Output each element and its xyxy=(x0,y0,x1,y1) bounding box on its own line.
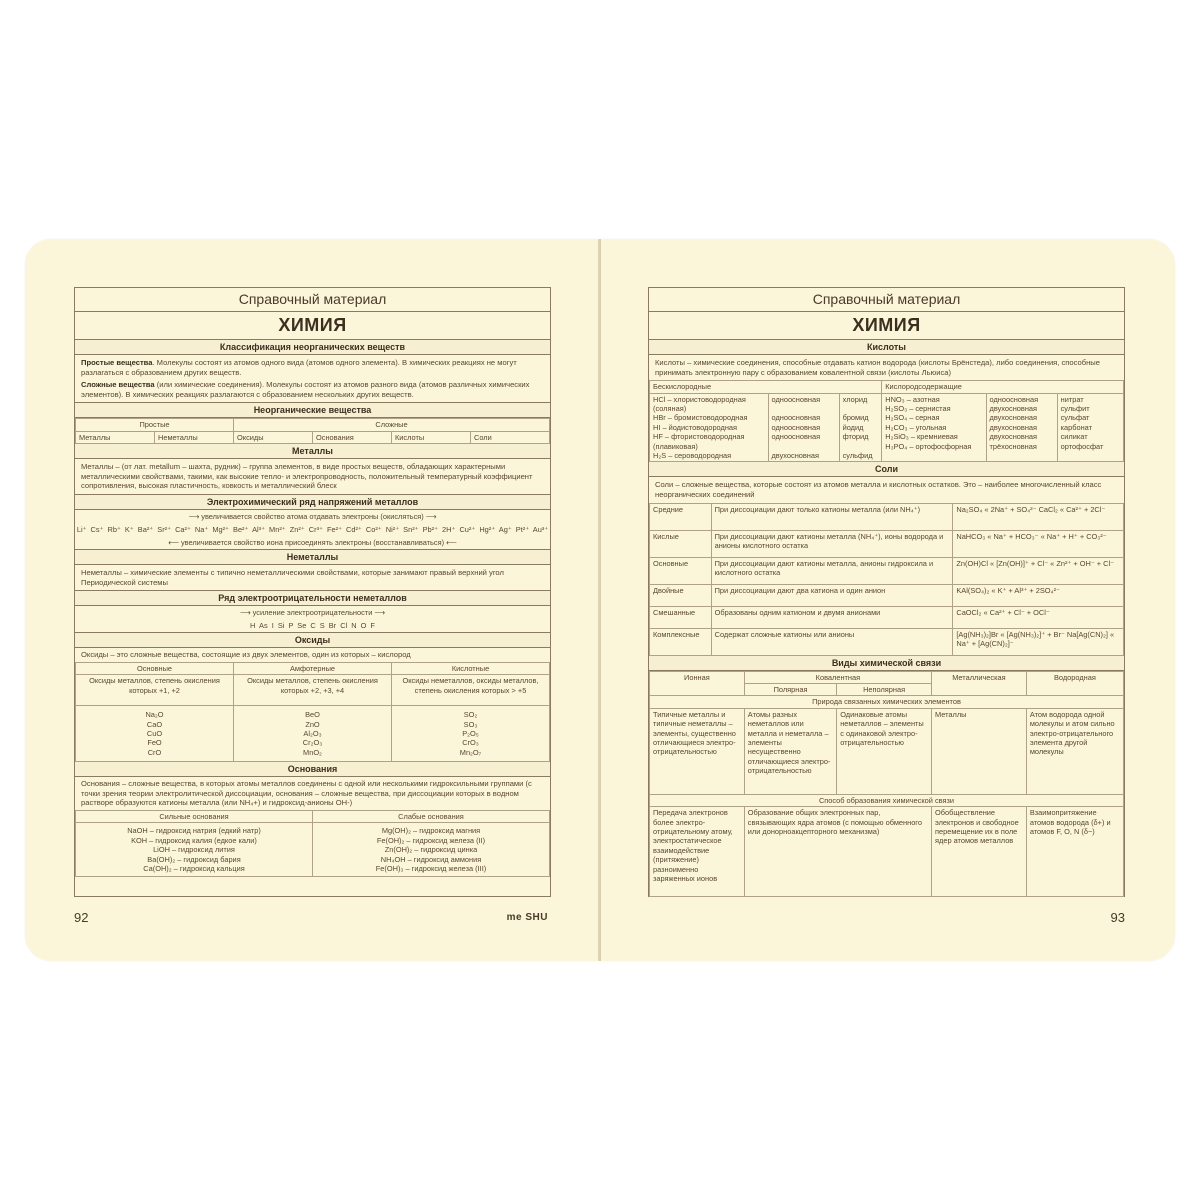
bond-covalent: Ковалентная xyxy=(744,671,931,683)
oxide-examples: SO₂ SO₃ P₂O₅ CrO₃ Mn₂O₇ xyxy=(392,706,550,762)
bases-table xyxy=(75,810,550,877)
oxide-desc: Оксиды металлов, степень окисления которых +2, +3, +4 xyxy=(234,675,392,706)
method-cell: Образование общих электронных пар, связывающих ядра атомов (с помощью обменного или донорноакцепторного механизма) xyxy=(744,807,931,897)
inorganic-title: Неорганические вещества xyxy=(75,402,550,418)
bond-nonpolar: Неполярная xyxy=(837,684,932,696)
salt-desc: Содержат сложные катионы или анионы xyxy=(711,628,953,655)
salt-example: KAl(SO₄)₂ « K⁺ + Al³⁺ + 2SO₄²⁻ xyxy=(953,584,1124,606)
electroneg-title: Ряд электроотрицательности неметаллов xyxy=(75,590,550,606)
class-cell: Металлы xyxy=(76,431,155,443)
complex-header: Сложные xyxy=(234,419,550,431)
class-cell: Соли xyxy=(471,431,550,443)
acid-salts: нитрат сульфит сульфат карбонат силикат ортофосфат xyxy=(1057,393,1123,462)
right-reference-sheet xyxy=(648,287,1125,897)
salts-text: Соли – сложные вещества, которые состоят из атомов металла и кислотных остатков. Это – наиболее многочисленный класс неорганических соединений xyxy=(655,480,1102,500)
nonmetals-text: Неметаллы – химические элементы с типично неметаллическими свойствами, которые занимают правый верхний угол Периодической системы xyxy=(81,567,504,587)
class-cell: Кислоты xyxy=(392,431,471,443)
metal-series-row: Li⁺ Cs⁺ Rb⁺ K⁺ Ba²⁺ Sr²⁺ Ca²⁺ Na⁺ Mg²⁺ Be²⁺ Al³⁺ Mn²⁺ Zn²⁺ Cr³⁺ Fe²⁺ Cd²⁺ Co²⁺ Ni²⁺ Sn²⁺ Pb²⁺ 2H⁺ Cu²⁺ Hg²⁺ Ag⁺ Pt²⁺ Au³⁺ xyxy=(76,524,549,534)
oxides-title: Оксиды xyxy=(75,632,550,648)
metals-text: Металлы – (от лат. metallum – шахта, рудник) – группа элементов, в виде простых веществ, обладающих характерными металлическими свойствами, такими, как высокие тепло- и электропроводность, положительный температурный коэффициент сопротивления, высокая пластичность, ковкость и металлический блеск xyxy=(81,462,533,491)
left-page xyxy=(25,239,598,961)
simple-header: Простые xyxy=(76,419,234,431)
bases-text: Основания – сложные вещества, в которых атомы металлов соединены с одной или несколькими гидроксильными группами (с точки зрения теории электролитической диссоциации, основания – сложные вещества, при диссоциации которых в водном растворе образуются катионы металла (или NH₄+) и гидроксид-анионы OH-) xyxy=(81,779,532,808)
inorganic-table xyxy=(75,418,550,444)
series-arrow-bottom: ⟵ увеличивается свойство иона присоединять электроны (восстанавливаться) ⟵ xyxy=(168,537,457,547)
acid-names: HCl – хлористоводородная (соляная) HBr – бромистоводородная HI – йодистоводородная HF – фтористоводородная (плавиковая) H₂S – сероводородная xyxy=(650,393,769,462)
nature-title: Природа связанных химических элементов xyxy=(650,696,1124,708)
acid-basicity: одноосновная двухосновная двухосновная двухосновная двухосновная трёхосновная xyxy=(986,393,1057,462)
oxygen-free-header: Бескислородные xyxy=(650,381,882,393)
class-cell: Неметаллы xyxy=(155,431,234,443)
nature-cell: Металлы xyxy=(932,708,1027,794)
salt-type: Комплексные xyxy=(650,628,712,655)
oxide-type: Амфотерные xyxy=(234,662,392,674)
oxide-desc: Оксиды неметаллов, оксиды металлов, степень окисления которых > +5 xyxy=(392,675,550,706)
left-header: Справочный материал xyxy=(75,288,550,312)
nature-cell: Атом водорода одной молекулы и атом сильно электро-отрицательного элемента другой молекулы xyxy=(1026,708,1123,794)
salts-table xyxy=(649,503,1124,656)
bond-polar: Полярная xyxy=(744,684,836,696)
bonds-table xyxy=(649,671,1124,898)
simple-substances-text: Простые вещества. Молекулы состоят из атомов одного вида (атомов одного элемента). В химических реакциях не могут разлагаться с образованием других веществ. xyxy=(81,358,517,377)
acid-basicity: одноосновная одноосновная одноосновная одноосновная двухосновная xyxy=(768,393,839,462)
salt-desc: Образованы одним катионом и двумя анионами xyxy=(711,606,953,628)
oxygen-header: Кислородсодержащие xyxy=(882,381,1124,393)
weak-bases-list: Mg(OH)₂ – гидроксид магния Fe(OH)₂ – гидроксид железа (II) Zn(OH)₂ – гидроксид цинка NH₄OH – гидроксид аммония Fe(OH)₃ – гидроксид железа (III) xyxy=(313,823,550,877)
strong-bases-list: NaOH – гидроксид натрия (едкий натр) KOH – гидроксид калия (едкое кали) LiOH – гидроксид лития Ba(OH)₂ – гидроксид бария Ca(OH)₂ – гидроксид кальция xyxy=(76,823,313,877)
salt-type: Смешанные xyxy=(650,606,712,628)
bonds-title: Виды химической связи xyxy=(649,656,1124,671)
method-cell: Передача электронов более электро-отрицательному атому, электростатическое взаимодействие (притяжение) разноименно заряженных ионов xyxy=(650,807,745,897)
right-header: Справочный материал xyxy=(649,288,1124,312)
bond-ionic: Ионная xyxy=(650,671,745,696)
classification-title: Классификация неорганических веществ xyxy=(75,340,550,355)
oxides-table xyxy=(75,662,550,762)
salt-example: CaOCl₂ « Ca²⁺ + Cl⁻ + OCl⁻ xyxy=(953,606,1124,628)
salt-example: Na₂SO₄ « 2Na⁺ + SO₄²⁻ CaCl₂ « Ca²⁺ + 2Cl⁻ xyxy=(953,503,1124,530)
nature-cell: Атомы разных неметаллов или металла и неметалла – элементы несущественно отличающиеся электро-отрицательностью xyxy=(744,708,836,794)
electroneg-arrow: ⟶ усиление электроотрицательности ⟶ xyxy=(240,608,385,618)
oxides-text: Оксиды – это сложные вещества, состоящие из двух элементов, один из которых – кислород xyxy=(81,650,411,660)
oxide-examples: BeO ZnO Al₂O₃ Cr₂O₃ MnO₂ xyxy=(234,706,392,762)
oxide-type: Кислотные xyxy=(392,662,550,674)
acids-table xyxy=(649,380,1124,462)
strong-bases-header: Сильные основания xyxy=(76,810,313,822)
salt-type: Двойные xyxy=(650,584,712,606)
salt-example: [Ag(NH₃)₂]Br « [Ag(NH₃)₂]⁺ + Br⁻ Na[Ag(CN)₂] « Na⁺ + [Ag(CN)₂]⁻ xyxy=(953,628,1124,655)
acid-salts: хлорид бромид йодид фторид сульфид xyxy=(839,393,882,462)
method-title: Способ образования химической связи xyxy=(650,794,1124,806)
salts-title: Соли xyxy=(649,462,1124,477)
salt-example: Zn(OH)Cl « [Zn(OH)]⁺ + Cl⁻ « Zn²⁺ + OH⁻ + Cl⁻ xyxy=(953,557,1124,584)
page-number-right: 93 xyxy=(1110,910,1125,925)
right-subject-title: ХИМИЯ xyxy=(649,312,1124,340)
complex-substances-text: Сложные вещества (или химические соединения). Молекулы состоят из атомов разного вида (атомов различных химических элементов). В химических реакциях разлагаются с образованием нескольких других веществ. xyxy=(81,380,530,399)
electroneg-row: H As I Si P Se C S Br Cl N O F xyxy=(250,621,375,631)
salt-desc: При диссоциации дают два катиона и один анион xyxy=(711,584,953,606)
salt-type: Кислые xyxy=(650,530,712,557)
class-cell: Основания xyxy=(313,431,392,443)
salt-desc: При диссоциации дают катионы металла, анионы гидроксила и кислотного остатка xyxy=(711,557,953,584)
page-number-left: 92 xyxy=(74,910,89,925)
acids-title: Кислоты xyxy=(649,340,1124,355)
series-title: Электрохимический ряд напряжений металлов xyxy=(75,494,550,510)
acids-text: Кислоты – химические соединения, способные отдавать катион водорода (кислоты Брёнстеда), либо соединения, способные принимать электронную пару с образованием ковалентной связи (кислоты Льюиса) xyxy=(655,358,1100,377)
salt-type: Средние xyxy=(650,503,712,530)
left-subject-title: ХИМИЯ xyxy=(75,312,550,340)
weak-bases-header: Слабые основания xyxy=(313,810,550,822)
bond-hydrogen: Водородная xyxy=(1026,671,1123,696)
salt-type: Основные xyxy=(650,557,712,584)
oxide-examples: Na₂O CaO CuO FeO CrO xyxy=(76,706,234,762)
class-cell: Оксиды xyxy=(234,431,313,443)
nonmetals-title: Неметаллы xyxy=(75,549,550,565)
bases-title: Основания xyxy=(75,762,550,777)
method-cell: Взаимопритяжение атомов водорода (δ+) и атомов F, O, N (δ−) xyxy=(1026,807,1123,897)
salt-example: NaHCO₃ « Na⁺ + HCO₃⁻ « Na⁺ + H⁺ + CO₃²⁻ xyxy=(953,530,1124,557)
left-reference-sheet xyxy=(74,287,551,897)
oxide-desc: Оксиды металлов, степень окисления которых +1, +2 xyxy=(76,675,234,706)
brand-logo: me SHU xyxy=(506,912,548,923)
salt-desc: При диссоциации дают катионы металла (NH₄⁺), ионы водорода и анионы кислотного остатка xyxy=(711,530,953,557)
right-page xyxy=(601,239,1175,961)
series-arrow-top: ⟶ увеличивается свойство атома отдавать электроны (окисляться) ⟶ xyxy=(188,511,437,521)
nature-cell: Типичные металлы и типичные неметаллы – элементы, существенно отличающиеся электро-отрицательностью xyxy=(650,708,745,794)
bond-metallic: Металлическая xyxy=(932,671,1027,696)
metals-title: Металлы xyxy=(75,444,550,459)
salt-desc: При диссоциации дают только катионы металла (или NH₄⁺) xyxy=(711,503,953,530)
nature-cell: Одинаковые атомы неметаллов – элементы с одинаковой электро-отрицательностью xyxy=(837,708,932,794)
method-cell: Обобществление электронов и свободное перемещение их в поле ядер атомов металлов xyxy=(932,807,1027,897)
acid-names: HNO₃ – азотная H₂SO₃ – сернистая H₂SO₄ – серная H₂CO₃ – угольная H₂SiO₃ – кремниевая H₃PO₄ – ортофосфорная xyxy=(882,393,986,462)
oxide-type: Основные xyxy=(76,662,234,674)
